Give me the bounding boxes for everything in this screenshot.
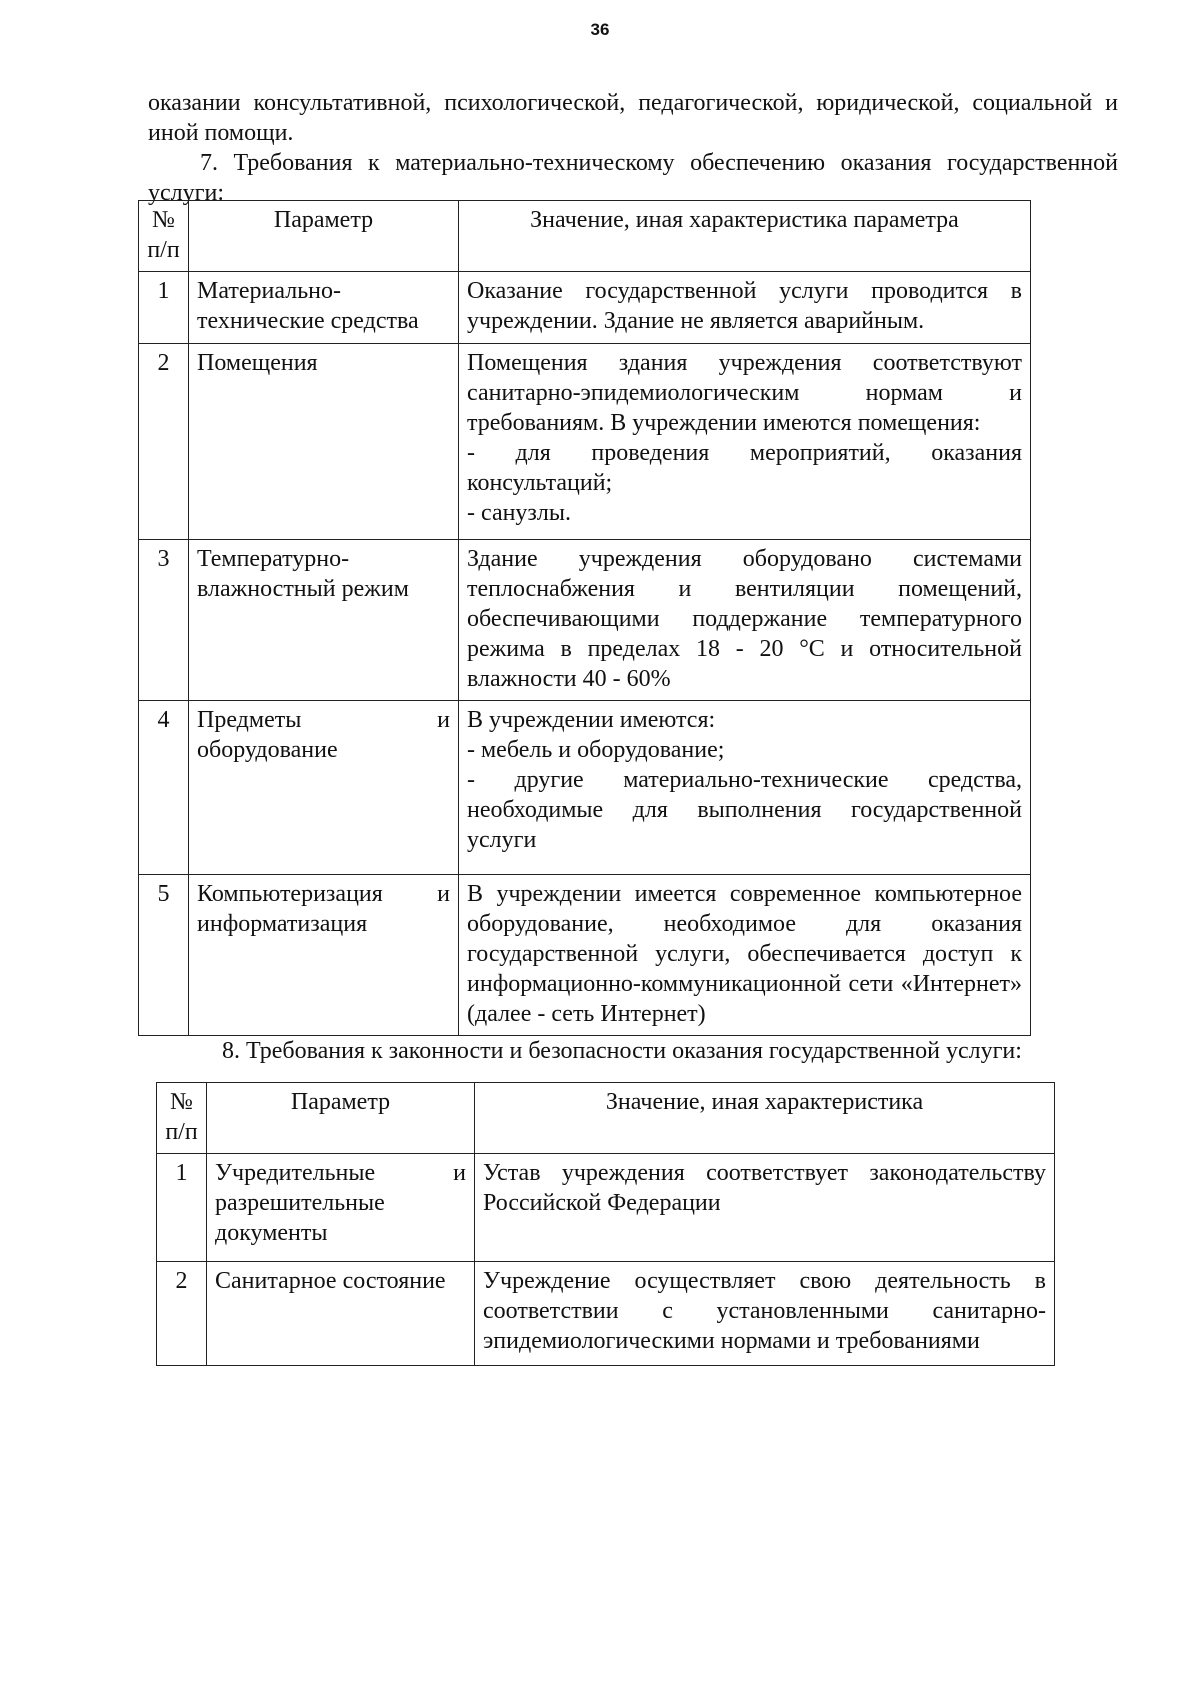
- row-number: 3: [139, 540, 189, 701]
- table-row: [139, 540, 1031, 701]
- parameter-conjunction: и: [453, 1160, 466, 1186]
- table-row: [157, 1154, 1055, 1262]
- header-num: № п/п: [139, 201, 189, 272]
- row-parameter: [189, 344, 459, 540]
- parameter-text: Предметы оборудование: [197, 707, 338, 763]
- value-line: Оказание государственной услуги проводится в учреждении. Здание не является аварийным.: [467, 278, 1022, 334]
- table-row: [139, 272, 1031, 344]
- row-value: [459, 875, 1031, 1036]
- table-row: [139, 344, 1031, 540]
- parameter-conjunction: и: [437, 707, 450, 733]
- value-line: В учреждении имеется современное компьютерное оборудование, необходимое для оказания государственной услуги, обеспечивается доступ к информационно-коммуникационной сети «Интернет» (далее - сеть Интернет): [467, 881, 1022, 1027]
- row-value: [475, 1262, 1055, 1366]
- row-parameter: [189, 701, 459, 875]
- table-row: [139, 701, 1031, 875]
- row-number: 4: [139, 701, 189, 875]
- row-number: 1: [157, 1154, 207, 1262]
- row-value: [459, 701, 1031, 875]
- row-parameter: [189, 875, 459, 1036]
- row-parameter: [207, 1262, 475, 1366]
- value-line: Помещения здания учреждения соответствуют санитарно-эпидемиологическим нормам и требованиям. В учреждении имеются помещения:: [467, 350, 1022, 436]
- parameter-text: Помещения: [197, 350, 318, 376]
- row-number: 2: [139, 344, 189, 540]
- row-value: [459, 272, 1031, 344]
- row-number: 1: [139, 272, 189, 344]
- table-header-row: [139, 201, 1031, 272]
- section7-heading: 7. Требования к материально-техническому обеспечению оказания государственной услуги:: [148, 150, 1118, 206]
- value-line: - мебель и оборудование;: [467, 737, 725, 763]
- header-num: № п/п: [157, 1083, 207, 1154]
- parameter-text: Температурно-влажностный режим: [197, 546, 409, 602]
- row-parameter: [207, 1154, 475, 1262]
- section7-table: [138, 200, 1031, 1036]
- value-line: Устав учреждения соответствует законодательству Российской Федерации: [483, 1160, 1046, 1216]
- row-number: 5: [139, 875, 189, 1036]
- value-line: - санузлы.: [467, 500, 572, 526]
- header-param: Параметр: [189, 201, 459, 272]
- section8-heading: 8. Требования к законности и безопасности оказания государственной услуги:: [222, 1038, 1022, 1064]
- parameter-text: Учредительные разрешительные документы: [215, 1160, 385, 1246]
- row-value: [475, 1154, 1055, 1262]
- table-row: [139, 875, 1031, 1036]
- row-number: 2: [157, 1262, 207, 1366]
- value-line: Здание учреждения оборудовано системами теплоснабжения и вентиляции помещений, обеспечивающими поддержание температурного режима в пределах 18 - 20 °С и относительной влажности 40 - 60%: [467, 546, 1022, 692]
- parameter-conjunction: и: [437, 881, 450, 907]
- row-value: [459, 540, 1031, 701]
- page-number: 36: [590, 20, 610, 39]
- value-line: - другие материально-технические средства, необходимые для выполнения государственной услуги: [467, 767, 1022, 853]
- row-parameter: [189, 272, 459, 344]
- intro-paragraph: оказании консультативной, психологической, педагогической, юридической, социальной и иной помощи.: [148, 90, 1118, 146]
- value-line: Учреждение осуществляет свою деятельность в соответствии с установленными санитарно-эпидемиологическими нормами и требованиями: [483, 1268, 1046, 1354]
- parameter-text: Компьютеризация информатизация: [197, 881, 383, 937]
- table-header-row: [157, 1083, 1055, 1154]
- header-param: Параметр: [207, 1083, 475, 1154]
- row-value: [459, 344, 1031, 540]
- parameter-text: Санитарное состояние: [215, 1268, 446, 1294]
- value-line: В учреждении имеются:: [467, 707, 716, 733]
- table-row: [157, 1262, 1055, 1366]
- parameter-text: Материально-технические средства: [197, 278, 419, 334]
- header-value: Значение, иная характеристика параметра: [459, 201, 1031, 272]
- row-parameter: [189, 540, 459, 701]
- value-line: - для проведения мероприятий, оказания консультаций;: [467, 440, 1022, 496]
- header-value: Значение, иная характеристика: [475, 1083, 1055, 1154]
- section8-table: [156, 1082, 1055, 1366]
